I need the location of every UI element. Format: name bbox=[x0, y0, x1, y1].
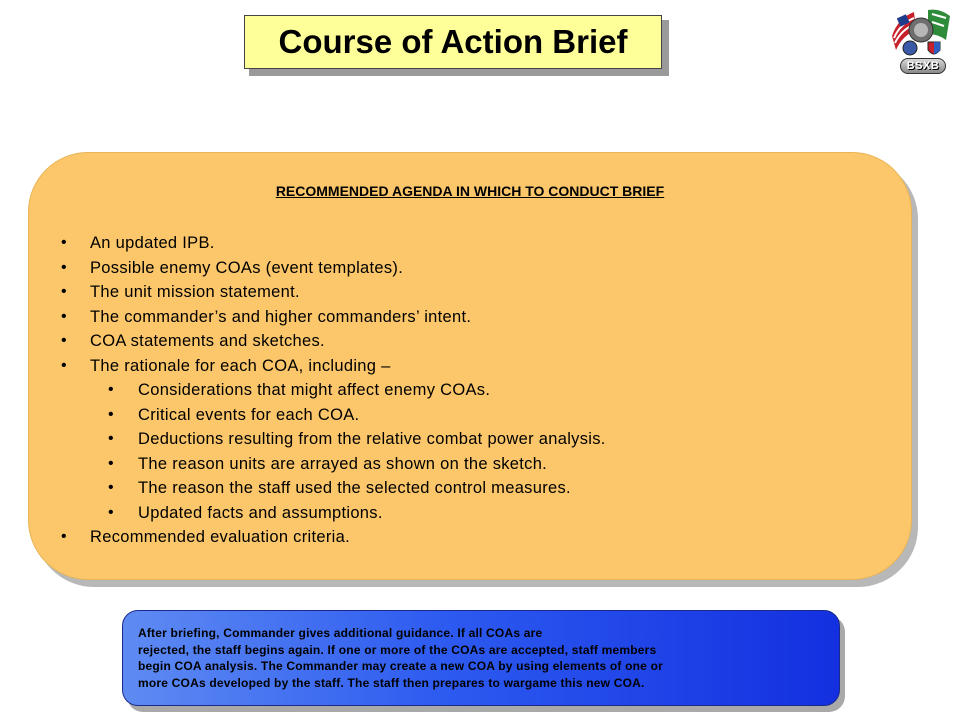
agenda-heading: RECOMMENDED AGENDA IN WHICH TO CONDUCT BRIEF bbox=[275, 183, 665, 199]
agenda-subitem bbox=[29, 501, 606, 526]
agenda-item-text: Recommended evaluation criteria. bbox=[90, 528, 350, 546]
agenda-item bbox=[29, 280, 606, 305]
note-box bbox=[122, 610, 840, 706]
page-title: Course of Action Brief bbox=[278, 23, 628, 60]
agenda-subitem bbox=[29, 378, 606, 403]
agenda-subitem bbox=[29, 427, 606, 452]
agenda-item-text: The commander’s and higher commanders’ intent. bbox=[90, 307, 472, 326]
note-line: begin COA analysis. The Commander may create a new COA by using elements of one or bbox=[138, 659, 663, 673]
agenda-item-text: Considerations that might affect enemy COAs. bbox=[138, 381, 491, 399]
bullet-icon: • bbox=[108, 454, 114, 472]
agenda-item-text: The rationale for each COA, including – bbox=[90, 356, 391, 375]
agenda-item bbox=[29, 231, 606, 256]
agenda-item-text: COA statements and sketches. bbox=[90, 332, 325, 350]
bullet-icon: • bbox=[61, 356, 67, 374]
bullet-icon: • bbox=[61, 307, 67, 325]
agenda-item-text: Deductions resulting from the relative combat power analysis. bbox=[138, 430, 606, 448]
bullet-icon: • bbox=[108, 381, 114, 398]
bullet-icon: • bbox=[61, 283, 67, 300]
agenda-subitem bbox=[29, 403, 606, 428]
bullet-icon: • bbox=[108, 479, 114, 496]
agenda-item bbox=[29, 354, 606, 379]
bullet-icon: • bbox=[61, 332, 67, 349]
agenda-item-text: Critical events for each COA. bbox=[138, 405, 360, 424]
agenda-item-text: Updated facts and assumptions. bbox=[138, 503, 383, 522]
bullet-icon: • bbox=[108, 405, 114, 423]
logo-caption: BSXB bbox=[900, 58, 946, 74]
agenda-list bbox=[29, 231, 606, 550]
agenda-item bbox=[29, 256, 606, 281]
bullet-icon: • bbox=[61, 234, 67, 251]
note-line: rejected, the staff begins again. If one or more of the COAs are accepted, staff members bbox=[138, 642, 657, 657]
bullet-icon: • bbox=[108, 430, 114, 447]
note-line: After briefing, Commander gives additional guidance. If all COAs are bbox=[138, 626, 543, 640]
agenda-panel bbox=[28, 152, 912, 580]
bullet-icon: • bbox=[61, 528, 67, 545]
agenda-subitem bbox=[29, 476, 606, 501]
agenda-item bbox=[29, 329, 606, 354]
agenda-item-text: The reason units are arrayed as shown on the sketch. bbox=[138, 454, 548, 473]
title-box bbox=[244, 15, 662, 69]
note-line: more COAs developed by the staff. The staff then prepares to wargame this new COA. bbox=[138, 675, 645, 690]
agenda-item-text: Possible enemy COAs (event templates). bbox=[90, 258, 404, 277]
agenda-item bbox=[29, 305, 606, 330]
bullet-icon: • bbox=[61, 258, 67, 276]
agenda-item-text: The reason the staff used the selected control measures. bbox=[138, 479, 571, 497]
agenda-item-text: The unit mission statement. bbox=[90, 283, 300, 301]
agenda-item-text: An updated IPB. bbox=[90, 234, 215, 252]
bullet-icon: • bbox=[108, 503, 114, 521]
agenda-item bbox=[29, 525, 606, 550]
agenda-subitem bbox=[29, 452, 606, 477]
